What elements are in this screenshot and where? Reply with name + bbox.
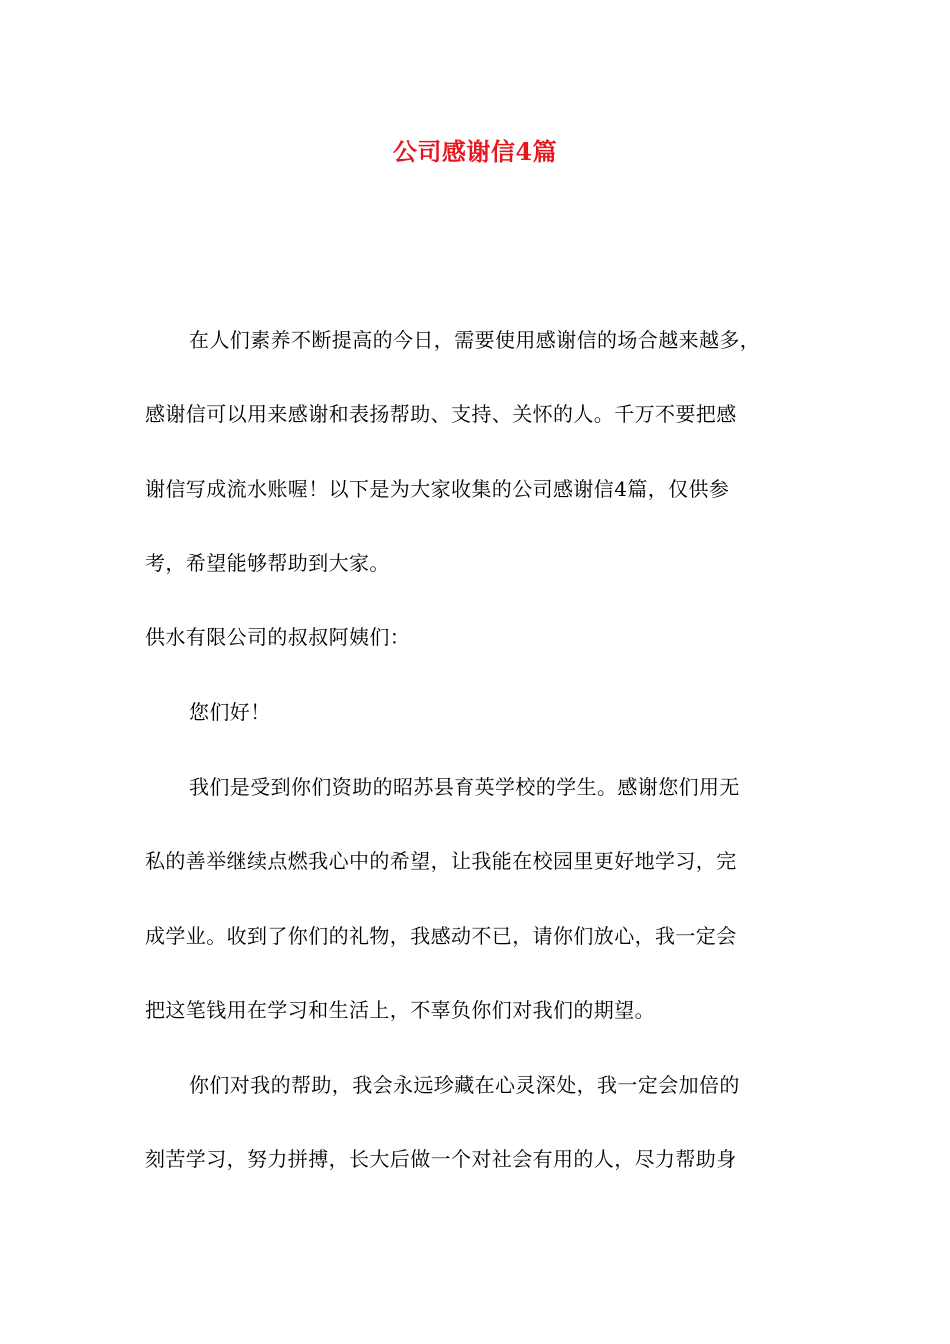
body-line: 你们对我的帮助，我会永远珍藏在心灵深处，我一定会加倍的 xyxy=(189,1073,740,1097)
body-line: 考，希望能够帮助到大家。 xyxy=(145,551,390,575)
document-title: 公司感谢信4篇 xyxy=(392,137,558,166)
body-line: 我们是受到你们资助的昭苏县育英学校的学生。感谢您们用无 xyxy=(189,775,740,799)
salutation-line: 供水有限公司的叔叔阿姨们： xyxy=(145,625,411,649)
greeting-line: 您们好！ xyxy=(189,700,271,724)
body-line: 私的善举继续点燃我心中的希望，让我能在校园里更好地学习，完 xyxy=(145,849,737,873)
body-line: 在人们素养不断提高的今日，需要使用感谢信的场合越来越多， xyxy=(189,328,761,352)
body-line: 刻苦学习，努力拼搏，长大后做一个对社会有用的人，尽力帮助身 xyxy=(145,1147,737,1171)
body-line: 感谢信可以用来感谢和表扬帮助、支持、关怀的人。千万不要把感 xyxy=(145,402,737,426)
body-line: 把这笔钱用在学习和生活上，不辜负你们对我们的期望。 xyxy=(145,998,655,1022)
body-line: 成学业。收到了你们的礼物，我感动不已，请你们放心，我一定会 xyxy=(145,924,737,948)
body-line: 谢信写成流水账喔！以下是为大家收集的公司感谢信4篇，仅供参 xyxy=(145,477,730,501)
